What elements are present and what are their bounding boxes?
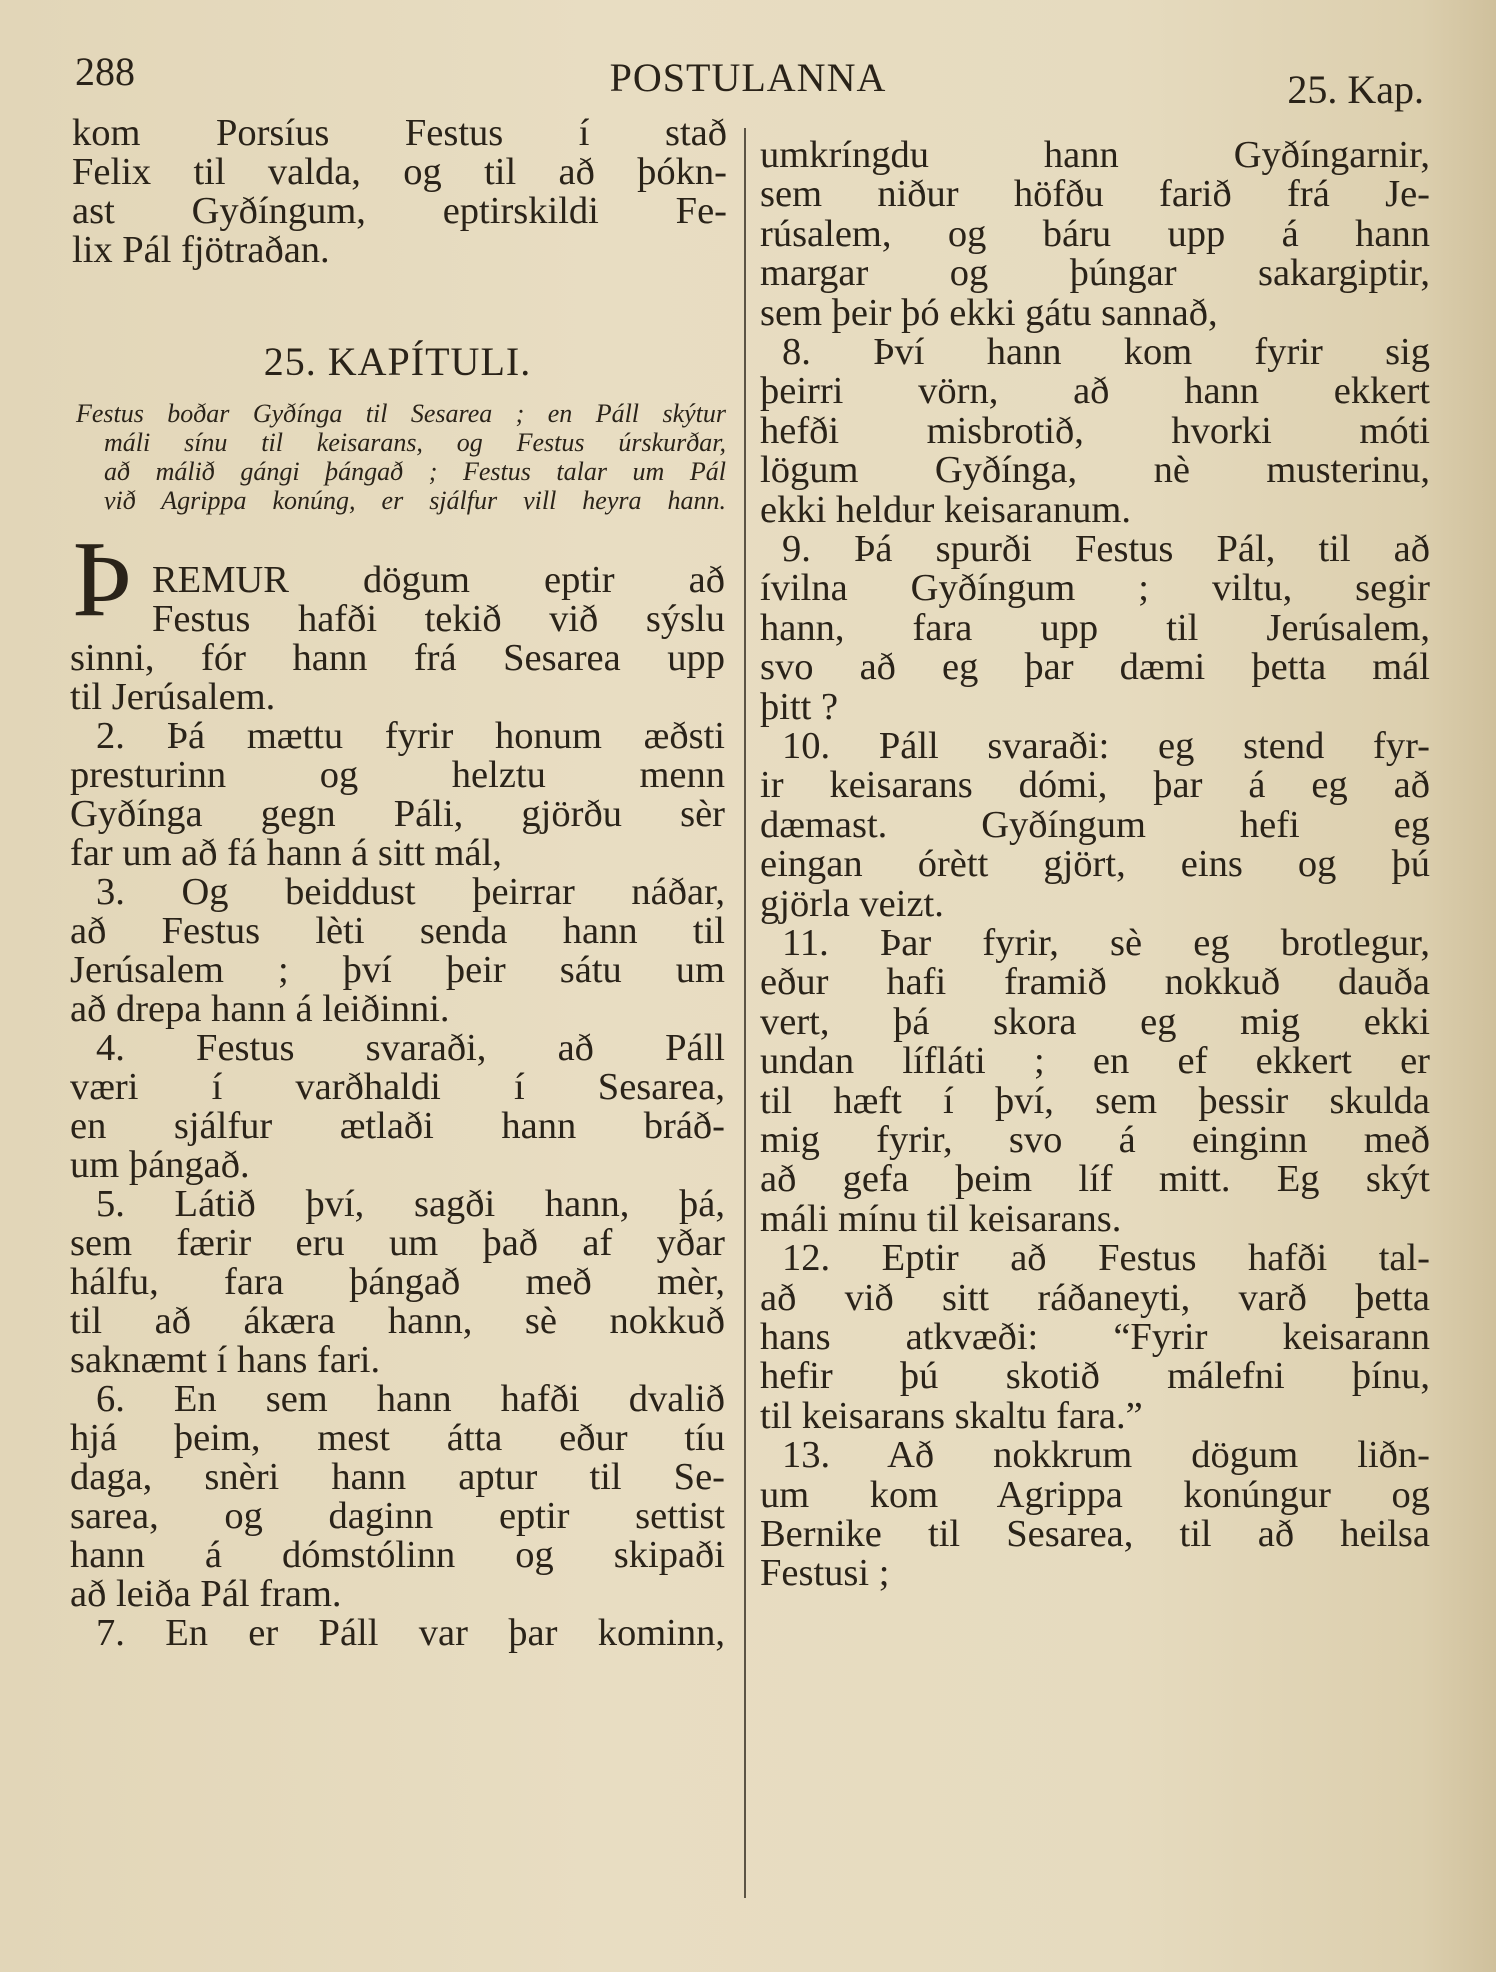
text-line: sarea, og daginn eptir settist (70, 1495, 725, 1537)
text-line: að drepa hann á leiðinni. (70, 988, 450, 1030)
text-line: til að ákæra hann, sè nokkuð (70, 1300, 725, 1342)
text-line: ir keisarans dómi, þar á eg að (760, 764, 1430, 807)
text-line: 9. Þá spurði Festus Pál, til að (782, 528, 1430, 570)
text-line: Gyðínga gegn Páli, gjörðu sèr (70, 793, 725, 835)
text-line: 6. En sem hann hafði dvalið (96, 1378, 725, 1420)
text-line: en sjálfur ætlaði hann bráð- (70, 1105, 725, 1147)
text-line: ekki heldur keisaranum. (760, 488, 1131, 531)
text-line: Festus hafði tekið við sýslu (152, 598, 725, 640)
text-line: eður hafi framið nokkuð dauða (760, 961, 1430, 1004)
text-line: rúsalem, og báru upp á hann (760, 212, 1430, 255)
text-line: umkríngdu hann Gyðíngarnir, (760, 134, 1430, 176)
text-line: um þángað. (70, 1144, 250, 1186)
text-line: lögum Gyðínga, nè musterinu, (760, 449, 1430, 492)
text-line: vert, þá skora eg mig ekki (760, 1000, 1430, 1043)
text-line: saknæmt í hans fari. (70, 1339, 381, 1381)
text-line: 5. Látið því, sagði hann, þá, (96, 1183, 725, 1225)
text-line: að gefa þeim líf mitt. Eg skýt (760, 1158, 1430, 1201)
text-line: máli sínu til keisarans, og Festus úrskurðar, (104, 428, 726, 457)
text-line: til hæft í því, sem þessir skulda (760, 1079, 1430, 1122)
text-line: ast Gyðíngum, eptirskildi Fe- (72, 190, 727, 232)
text-line: til Jerúsalem. (70, 676, 276, 718)
text-line: sem niður höfðu farið frá Je- (760, 173, 1430, 216)
text-line: ívilna Gyðíngum ; viltu, segir (760, 567, 1430, 610)
text-line: gjörla veizt. (760, 882, 944, 925)
text-line: 4. Festus svaraði, að Páll (96, 1027, 725, 1069)
text-line: hans atkvæði: “Fyrir keisarann (760, 1316, 1430, 1358)
text-line: mig fyrir, svo á einginn með (760, 1119, 1430, 1161)
text-line: hann, fara upp til Jerúsalem, (760, 606, 1430, 649)
running-title: POSTULANNA (609, 55, 887, 100)
page-number: 288 (75, 49, 135, 94)
text-line: REMUR dögum eptir að (152, 559, 725, 601)
text-line: 8. Því hann kom fyrir sig (782, 331, 1430, 373)
text-line: hefir þú skotið málefni þínu, (760, 1355, 1430, 1398)
text-line: daga, snèri hann aptur til Se- (70, 1456, 725, 1498)
text-line: Jerúsalem ; því þeir sátu um (70, 949, 725, 991)
text-line: hjá þeim, mest átta eður tíu (70, 1417, 725, 1459)
text-line: kom Porsíus Festus í stað (72, 112, 727, 154)
text-line: að leiða Pál fram. (70, 1573, 342, 1615)
text-line: undan lífláti ; en ef ekkert er (760, 1040, 1430, 1083)
text-line: Festus boðar Gyðínga til Sesarea ; en Páll skýtur (76, 399, 726, 428)
text-line: 13. Að nokkrum dögum liðn- (782, 1434, 1430, 1477)
text-line: far um að fá hann á sitt mál, (70, 832, 502, 874)
text-line: sinni, fór hann frá Sesarea upp (70, 637, 725, 679)
text-line: eingan órètt gjört, eins og þú (760, 843, 1430, 886)
text-line: hann á dómstólinn og skipaði (70, 1534, 725, 1576)
chapter-reference: 25. Kap. (1287, 67, 1424, 112)
text-line: væri í varðhaldi í Sesarea, (70, 1066, 725, 1108)
text-line: máli mínu til keisarans. (760, 1197, 1122, 1240)
text-line: Felix til valda, og til að þókn- (72, 151, 727, 193)
text-line: lix Pál fjötraðan. (72, 229, 330, 271)
text-line: að málið gángi þángað ; Festus talar um Pál (104, 457, 726, 486)
chapter-heading: 25. KAPÍTULI. (263, 339, 532, 384)
text-line: 2. Þá mættu fyrir honum æðsti (96, 715, 725, 757)
text-line: 7. En er Páll var þar kominn, (96, 1612, 725, 1654)
text-line: 12. Eptir að Festus hafði tal- (782, 1237, 1430, 1280)
text-line: þitt ? (760, 685, 839, 728)
text-line: presturinn og helztu menn (70, 754, 725, 796)
drop-cap: Þ (72, 520, 133, 639)
text-line: við Agrippa konúng, er sjálfur vill heyra hann. (104, 486, 726, 515)
text-line: hefði misbrotið, hvorki móti (760, 409, 1430, 452)
column-divider (744, 128, 746, 1898)
text-line: um kom Agrippa konúngur og (760, 1473, 1430, 1516)
text-line: að við sitt ráðaneyti, varð þetta (760, 1276, 1430, 1319)
text-line: 3. Og beiddust þeirrar náðar, (96, 871, 725, 913)
text-line: sem færir eru um það af yðar (70, 1222, 725, 1264)
text-line: margar og þúngar sakargiptir, (760, 252, 1430, 295)
text-line: að Festus lèti senda hann til (70, 910, 725, 952)
text-line: svo að eg þar dæmi þetta mál (760, 646, 1430, 689)
text-line: dæmast. Gyðíngum hefi eg (760, 803, 1430, 846)
text-line: 11. Þar fyrir, sè eg brotlegur, (782, 922, 1430, 964)
text-line: sem þeir þó ekki gátu sannað, (760, 291, 1218, 334)
text-line: til keisarans skaltu fara.” (760, 1394, 1143, 1437)
text-line: þeirri vörn, að hann ekkert (760, 370, 1430, 413)
text-line: Festusi ; (760, 1552, 890, 1595)
text-line: 10. Páll svaraði: eg stend fyr- (782, 725, 1430, 767)
text-line: hálfu, fara þángað með mèr, (70, 1261, 725, 1303)
text-line: Bernike til Sesarea, til að heilsa (760, 1513, 1430, 1555)
